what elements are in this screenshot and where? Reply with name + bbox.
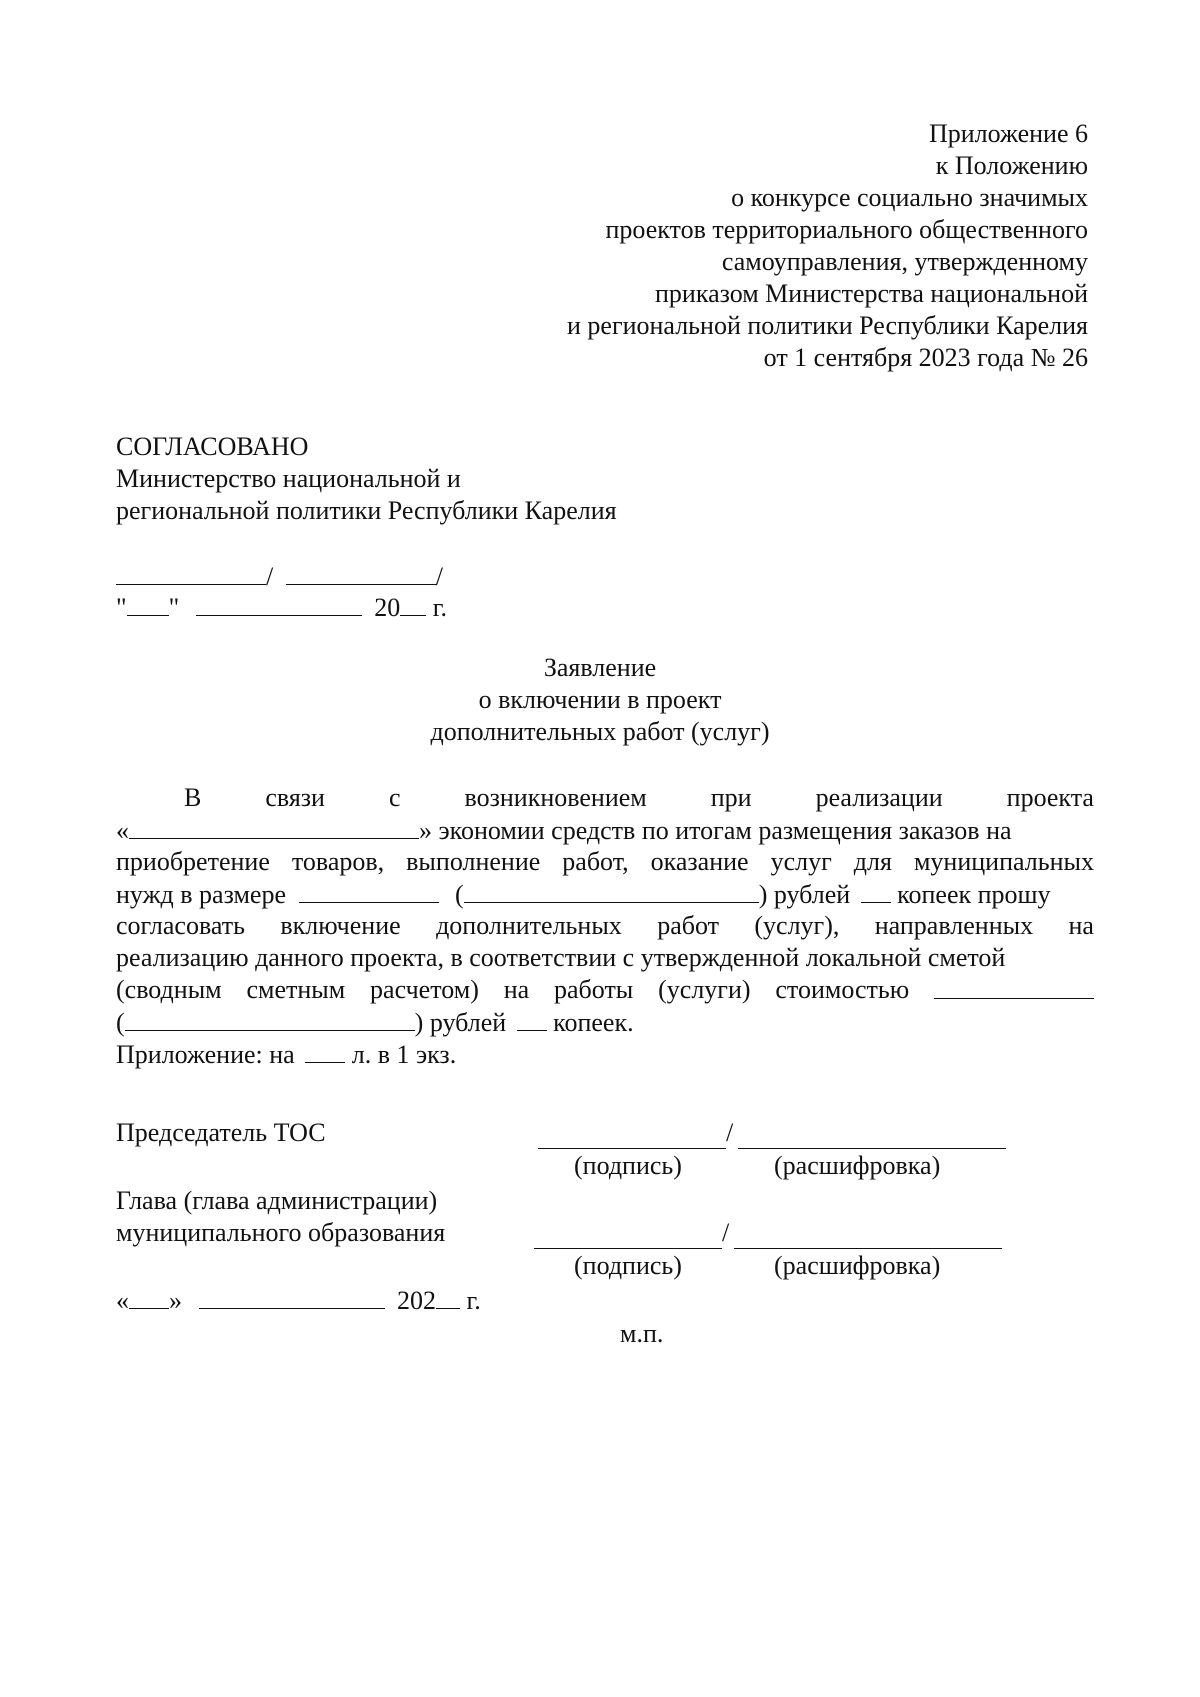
body-word: услуг: [770, 847, 832, 876]
body-word: оказание: [650, 847, 749, 876]
amount-kopecks-text: копеек прошу: [897, 880, 1051, 909]
date-month-blank[interactable]: [199, 1284, 385, 1309]
body-line-2: [116, 814, 1094, 846]
approval-quote-close: ": [168, 593, 180, 622]
body-word: работ: [657, 911, 719, 940]
signature-date-row: [116, 1284, 481, 1317]
head-name-blank[interactable]: [734, 1248, 1002, 1249]
project-quote-open: «: [116, 816, 129, 845]
head-slash: /: [722, 1218, 730, 1247]
body-line-5: [116, 910, 1094, 942]
body-word: проекта: [1006, 783, 1094, 812]
body-word: работы: [554, 975, 634, 1004]
project-name-blank[interactable]: [129, 814, 419, 839]
body-line-1: [116, 782, 1094, 814]
chairman-sign-blank[interactable]: [538, 1148, 726, 1149]
document-title: [0, 652, 1200, 748]
approved-title: СОГЛАСОВАНО: [116, 432, 309, 461]
body-line-8: [116, 1006, 1094, 1038]
body-word: расчетом): [370, 975, 479, 1004]
approval-signature-row: [116, 560, 443, 593]
amount-number-blank[interactable]: [299, 878, 439, 903]
body-word: при: [710, 783, 752, 812]
body-word: для: [853, 847, 892, 876]
cost-kopecks-blank[interactable]: [517, 1006, 547, 1031]
cost-paren-open: (: [116, 1008, 125, 1037]
header-line-6: приказом Министерства национальной: [655, 279, 1088, 308]
head-label-line-2: муниципального образования: [116, 1218, 446, 1247]
header-line-7: и региональной политики Республики Карелия: [566, 311, 1088, 340]
body-word: приобретение: [116, 847, 270, 876]
body-line-3: [116, 846, 1094, 878]
header-line-1: Приложение 6: [928, 119, 1088, 148]
cost-rubles-label: ) рублей: [414, 1008, 507, 1037]
application-body: [116, 782, 1094, 1070]
body-word: муниципальных: [913, 847, 1094, 876]
cost-number-blank[interactable]: [934, 974, 1094, 999]
approval-day-blank[interactable]: [127, 591, 169, 616]
attachment-pages-blank[interactable]: [305, 1038, 345, 1063]
attachment-line: [116, 1038, 1094, 1070]
date-year-blank[interactable]: [436, 1284, 460, 1309]
header-line-5: самоуправления, утвержденному: [721, 247, 1088, 276]
body-word: на: [1068, 911, 1094, 940]
body-word: согласовать: [116, 911, 245, 940]
header-line-4: проектов территориального общественного: [605, 215, 1088, 244]
attachment-copies: л. в 1 экз.: [351, 1040, 457, 1069]
approved-ministry-line-2: региональной политики Республики Карелия: [116, 496, 617, 525]
approval-month-blank[interactable]: [196, 591, 362, 616]
approval-year-suffix: г.: [432, 593, 447, 622]
chairman-decode-caption: (расшифровка): [774, 1151, 941, 1180]
chairman-label: Председатель ТОС: [116, 1118, 326, 1147]
title-line-2: о включении в проект: [478, 685, 722, 714]
chairman-slash: /: [726, 1118, 734, 1147]
head-label-line-1: Глава (глава администрации): [116, 1186, 438, 1215]
body-word: (услуг),: [754, 911, 840, 940]
header-line-2: к Положению: [935, 151, 1088, 180]
body-word: возникновением: [464, 783, 647, 812]
cost-kopecks-text: копеек.: [553, 1008, 634, 1037]
attachment-label: Приложение: на: [116, 1040, 295, 1069]
approval-block: [116, 431, 617, 527]
amount-label: нужд в размере: [116, 880, 287, 909]
amount-rubles-label: ) рублей: [758, 880, 851, 909]
body-word: с: [388, 783, 401, 812]
header-line-3: о конкурсе социально значимых: [731, 183, 1088, 212]
date-quote-close: »: [169, 1286, 182, 1315]
body-word: на: [503, 975, 530, 1004]
body-word: сметным: [246, 975, 346, 1004]
body-word: реализации: [815, 783, 943, 812]
chairman-name-blank[interactable]: [738, 1148, 1006, 1149]
approval-year-blank[interactable]: [400, 591, 426, 616]
body-word: (сводным: [116, 975, 222, 1004]
appendix-header: [567, 118, 1088, 374]
body-line-6-text: реализацию данного проекта, в соответствии с утвержденной локальной сметой: [116, 943, 1006, 972]
approval-name-blank[interactable]: [286, 560, 436, 585]
date-day-blank[interactable]: [129, 1284, 169, 1309]
date-quote-open: «: [116, 1286, 129, 1315]
cost-words-blank[interactable]: [125, 1006, 415, 1031]
approval-year-prefix: 20: [374, 593, 401, 622]
stamp-place: м.п.: [620, 1319, 664, 1348]
approval-quote-open: ": [116, 593, 127, 622]
body-line-6: [116, 942, 1094, 974]
date-year-prefix: 202: [397, 1286, 436, 1315]
body-word: дополнительных: [436, 911, 622, 940]
body-word: (услуги): [658, 975, 751, 1004]
body-word: работ,: [562, 847, 629, 876]
body-word: связи: [265, 783, 325, 812]
approval-date-row: [116, 591, 447, 624]
title-line-1: Заявление: [543, 653, 657, 682]
approved-ministry-line-1: Министерство национальной и: [116, 464, 461, 493]
body-line-4: [116, 878, 1094, 910]
header-line-8: от 1 сентября 2023 года № 26: [763, 343, 1088, 372]
body-line-7: [116, 974, 1094, 1006]
body-word: направленных: [874, 911, 1034, 940]
body-word: товаров,: [291, 847, 385, 876]
body-word: выполнение: [406, 847, 541, 876]
approval-slash-2: /: [435, 562, 443, 591]
date-year-suffix: г.: [466, 1286, 481, 1315]
title-line-3: дополнительных работ (услуг): [430, 717, 770, 746]
head-decode-caption: (расшифровка): [774, 1251, 941, 1280]
amount-paren-open: (: [455, 880, 464, 909]
approval-sign-blank[interactable]: [116, 560, 266, 585]
amount-kopecks-blank[interactable]: [861, 878, 891, 903]
head-sign-caption: (подпись): [574, 1251, 682, 1280]
amount-words-blank[interactable]: [464, 878, 759, 903]
head-sign-blank[interactable]: [534, 1248, 722, 1249]
body-word: В: [184, 783, 202, 812]
body-word: стоимостью: [775, 975, 910, 1004]
body-word: включение: [280, 911, 401, 940]
chairman-sign-caption: (подпись): [574, 1151, 682, 1180]
body-line-2-text: » экономии средств по итогам размещения заказов на: [419, 816, 1012, 845]
approval-slash-1: /: [266, 562, 274, 591]
